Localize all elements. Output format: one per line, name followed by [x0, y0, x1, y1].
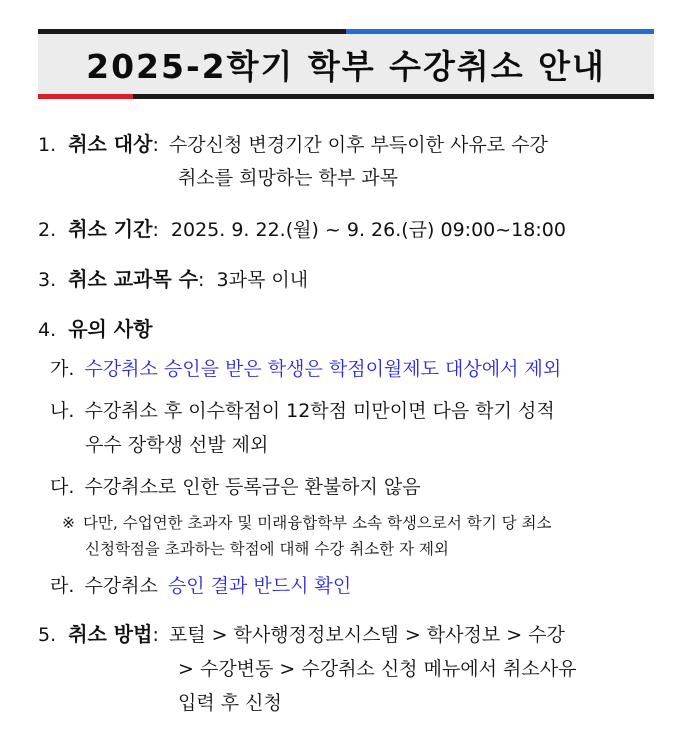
item-text-line1: 수강신청 변경기간 이후 부득이한 사유로 수강 — [168, 134, 548, 156]
note-text: 수강취소로 인한 등록금은 환불하지 않음 — [84, 476, 421, 498]
item-colon: : — [152, 134, 159, 156]
item-label: 취소 대상 — [68, 132, 153, 156]
item-method-line3: 입력 후 신청 — [178, 692, 282, 714]
item-target-line2: 취소를 희망하는 학부 과목 — [178, 167, 399, 189]
note-text-line1: 다만, 수업연한 초과자 및 미래융합학부 소속 학생으로서 학기 당 최소 — [82, 514, 552, 532]
item-label: 취소 교과목 수 — [68, 267, 199, 291]
note-reference-line2: 신청학점을 초과하는 학점에 대해 수강 취소한 자 제외 — [85, 540, 449, 558]
note-marker: 다. — [50, 476, 75, 498]
item-label: 유의 사항 — [68, 317, 153, 341]
item-target — [38, 133, 548, 156]
note-text-emphasis: 승인 결과 반드시 확인 — [167, 575, 352, 597]
note-text-plain: 수강취소 — [84, 575, 158, 597]
item-text-line1: 포털 > 학사행정정보시스템 > 학사정보 > 수강 — [168, 624, 565, 646]
item-label: 취소 방법 — [68, 622, 153, 646]
item-colon: : — [152, 624, 159, 646]
note-marker: 라. — [50, 575, 75, 597]
item-colon: : — [152, 219, 159, 241]
note-da — [50, 476, 421, 498]
item-method — [38, 623, 565, 646]
title-banner — [38, 29, 654, 99]
note-na-line2: 우수 장학생 선발 제외 — [85, 434, 269, 456]
item-number: 1. — [38, 134, 57, 156]
item-period — [38, 218, 566, 241]
item-course-count — [38, 268, 308, 291]
item-text: 3과목 이내 — [216, 269, 309, 291]
item-number: 2. — [38, 219, 57, 241]
note-na — [50, 400, 555, 422]
title-bottom-rule-red — [38, 94, 133, 99]
note-text: 수강취소 승인을 받은 학생은 학점이월제도 대상에서 제외 — [84, 358, 562, 380]
item-colon: : — [198, 269, 205, 291]
reference-mark: ※ — [62, 514, 75, 532]
title-bottom-rule-black — [133, 94, 654, 99]
item-cautions — [38, 318, 152, 341]
item-method-line2: > 수강변동 > 수강취소 신청 메뉴에서 취소사유 — [178, 658, 577, 680]
note-ra — [50, 575, 351, 597]
note-ga — [50, 358, 561, 380]
item-number: 5. — [38, 624, 57, 646]
item-label: 취소 기간 — [68, 217, 153, 241]
page-title: 2025-2학기 학부 수강취소 안내 — [86, 46, 606, 86]
note-marker: 나. — [50, 400, 75, 422]
item-number: 3. — [38, 269, 57, 291]
item-number: 4. — [38, 319, 57, 341]
note-reference — [62, 512, 551, 534]
note-text-line1: 수강취소 후 이수학점이 12학점 미만이면 다음 학기 성적 — [84, 400, 555, 422]
item-text: 2025. 9. 22.(월) ~ 9. 26.(금) 09:00~18:00 — [170, 219, 566, 241]
note-marker: 가. — [50, 358, 75, 380]
